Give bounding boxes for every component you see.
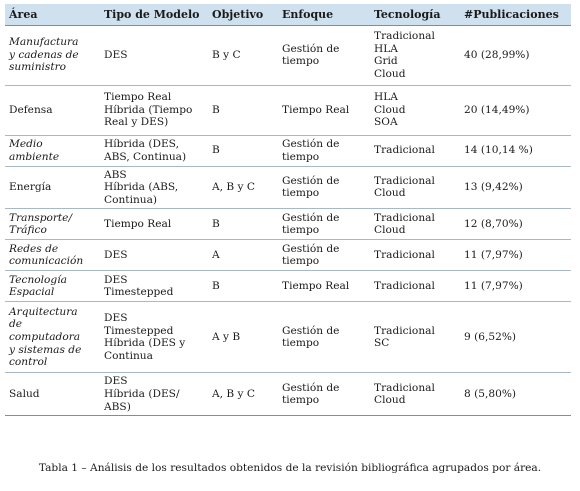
cell-publicaciones: 40 (28,99%) [464,48,530,61]
cell-enfoque: Gestión de tiempo [282,42,340,68]
cell-area: Energía [5,166,100,209]
cell-tipo-de-modelo: Tiempo Real Híbrida (Tiempo Real y DES) [100,85,208,135]
results-table-container [5,4,571,416]
table-row [5,302,571,373]
cell-publicaciones: 20 (14,49%) [460,85,571,135]
cell-publicaciones: 9 (6,52%) [460,302,571,373]
header-tipo-de-modelo: Tipo de Modelo [100,4,208,25]
cell-enfoque: Gestión de tiempo [278,166,370,209]
cell-enfoque: Gestión de tiempo [278,209,370,240]
table-row [5,166,571,209]
cell-objetivo: B [208,271,278,302]
cell-tecnologia: Tradicional HLA Grid Cloud [374,29,435,80]
cell-tecnologia: Tradicional Cloud [370,209,460,240]
header-tecnologia: Tecnología [370,4,460,25]
cell-objetivo: A, B y C [208,166,278,209]
cell-publicaciones: 11 (7,97%) [460,271,571,302]
cell-area: Medio ambiente [5,135,100,166]
cell-tecnologia: Tradicional Cloud [370,166,460,209]
cell-objetivo: A [208,240,278,271]
cell-tipo-de-modelo: Tiempo Real [100,209,208,240]
cell-publicaciones: 12 (8,70%) [460,209,571,240]
cell-tecnologia: HLA Cloud SOA [370,85,460,135]
cell-tecnologia: Tradicional [370,240,460,271]
table-row [5,25,571,85]
cell-area: Transporte/ Tráfico [5,209,100,240]
cell-area: Redes de comunicación [5,240,100,271]
cell-tipo-de-modelo: Híbrida (DES, ABS, Continua) [100,135,208,166]
cell-objetivo: B [208,135,278,166]
cell-tecnologia: Tradicional [370,271,460,302]
cell-tecnologia: Tradicional [370,135,460,166]
header-area: Área [5,4,100,25]
table-row [5,135,571,166]
cell-publicaciones: 11 (7,97%) [460,240,571,271]
table-row [5,373,571,416]
cell-tipo-de-modelo: DES Timestepped Híbrida (DES y Continua [100,302,208,373]
cell-tipo-de-modelo: ABS Híbrida (ABS, Continua) [100,166,208,209]
cell-area: Manufactura y cadenas de suministro [9,36,79,74]
cell-tipo-de-modelo: DES [104,48,128,61]
cell-area: Salud [5,373,100,416]
cell-publicaciones: 8 (5,80%) [460,373,571,416]
cell-enfoque: Gestión de tiempo [278,373,370,416]
cell-objetivo: B [208,85,278,135]
table-row [5,240,571,271]
cell-enfoque: Gestión de tiempo [278,240,370,271]
cell-objetivo: A, B y C [208,373,278,416]
results-table [5,4,571,416]
table-caption: Tabla 1 – Análisis de los resultados obtenidos de la revisión bibliográfica agrupados por área. [38,462,542,474]
table-row [5,271,571,302]
table-header-row [5,4,571,25]
table-body [5,25,571,416]
header-publicaciones: #Publicaciones [460,4,571,25]
cell-objetivo: B [208,209,278,240]
cell-publicaciones: 14 (10,14 %) [460,135,571,166]
cell-objetivo: B y C [212,48,241,61]
header-enfoque: Enfoque [278,4,370,25]
cell-tecnologia: Tradicional SC [370,302,460,373]
cell-enfoque: Tiempo Real [278,85,370,135]
cell-area: Tecnología Espacial [5,271,100,302]
table-row [5,209,571,240]
cell-tipo-de-modelo: DES Timestepped [100,271,208,302]
cell-enfoque: Gestión de tiempo [278,302,370,373]
cell-tipo-de-modelo: DES [100,240,208,271]
header-objetivo: Objetivo [208,4,278,25]
cell-tecnologia: Tradicional Cloud [370,373,460,416]
cell-enfoque: Tiempo Real [278,271,370,302]
cell-publicaciones: 13 (9,42%) [460,166,571,209]
cell-objetivo: A y B [208,302,278,373]
cell-area: Defensa [5,85,100,135]
cell-enfoque: Gestión de tiempo [278,135,370,166]
cell-area: Arquitectura de computadora y sistemas de control [5,302,100,373]
cell-tipo-de-modelo: DES Híbrida (DES/ ABS) [100,373,208,416]
table-row [5,85,571,135]
